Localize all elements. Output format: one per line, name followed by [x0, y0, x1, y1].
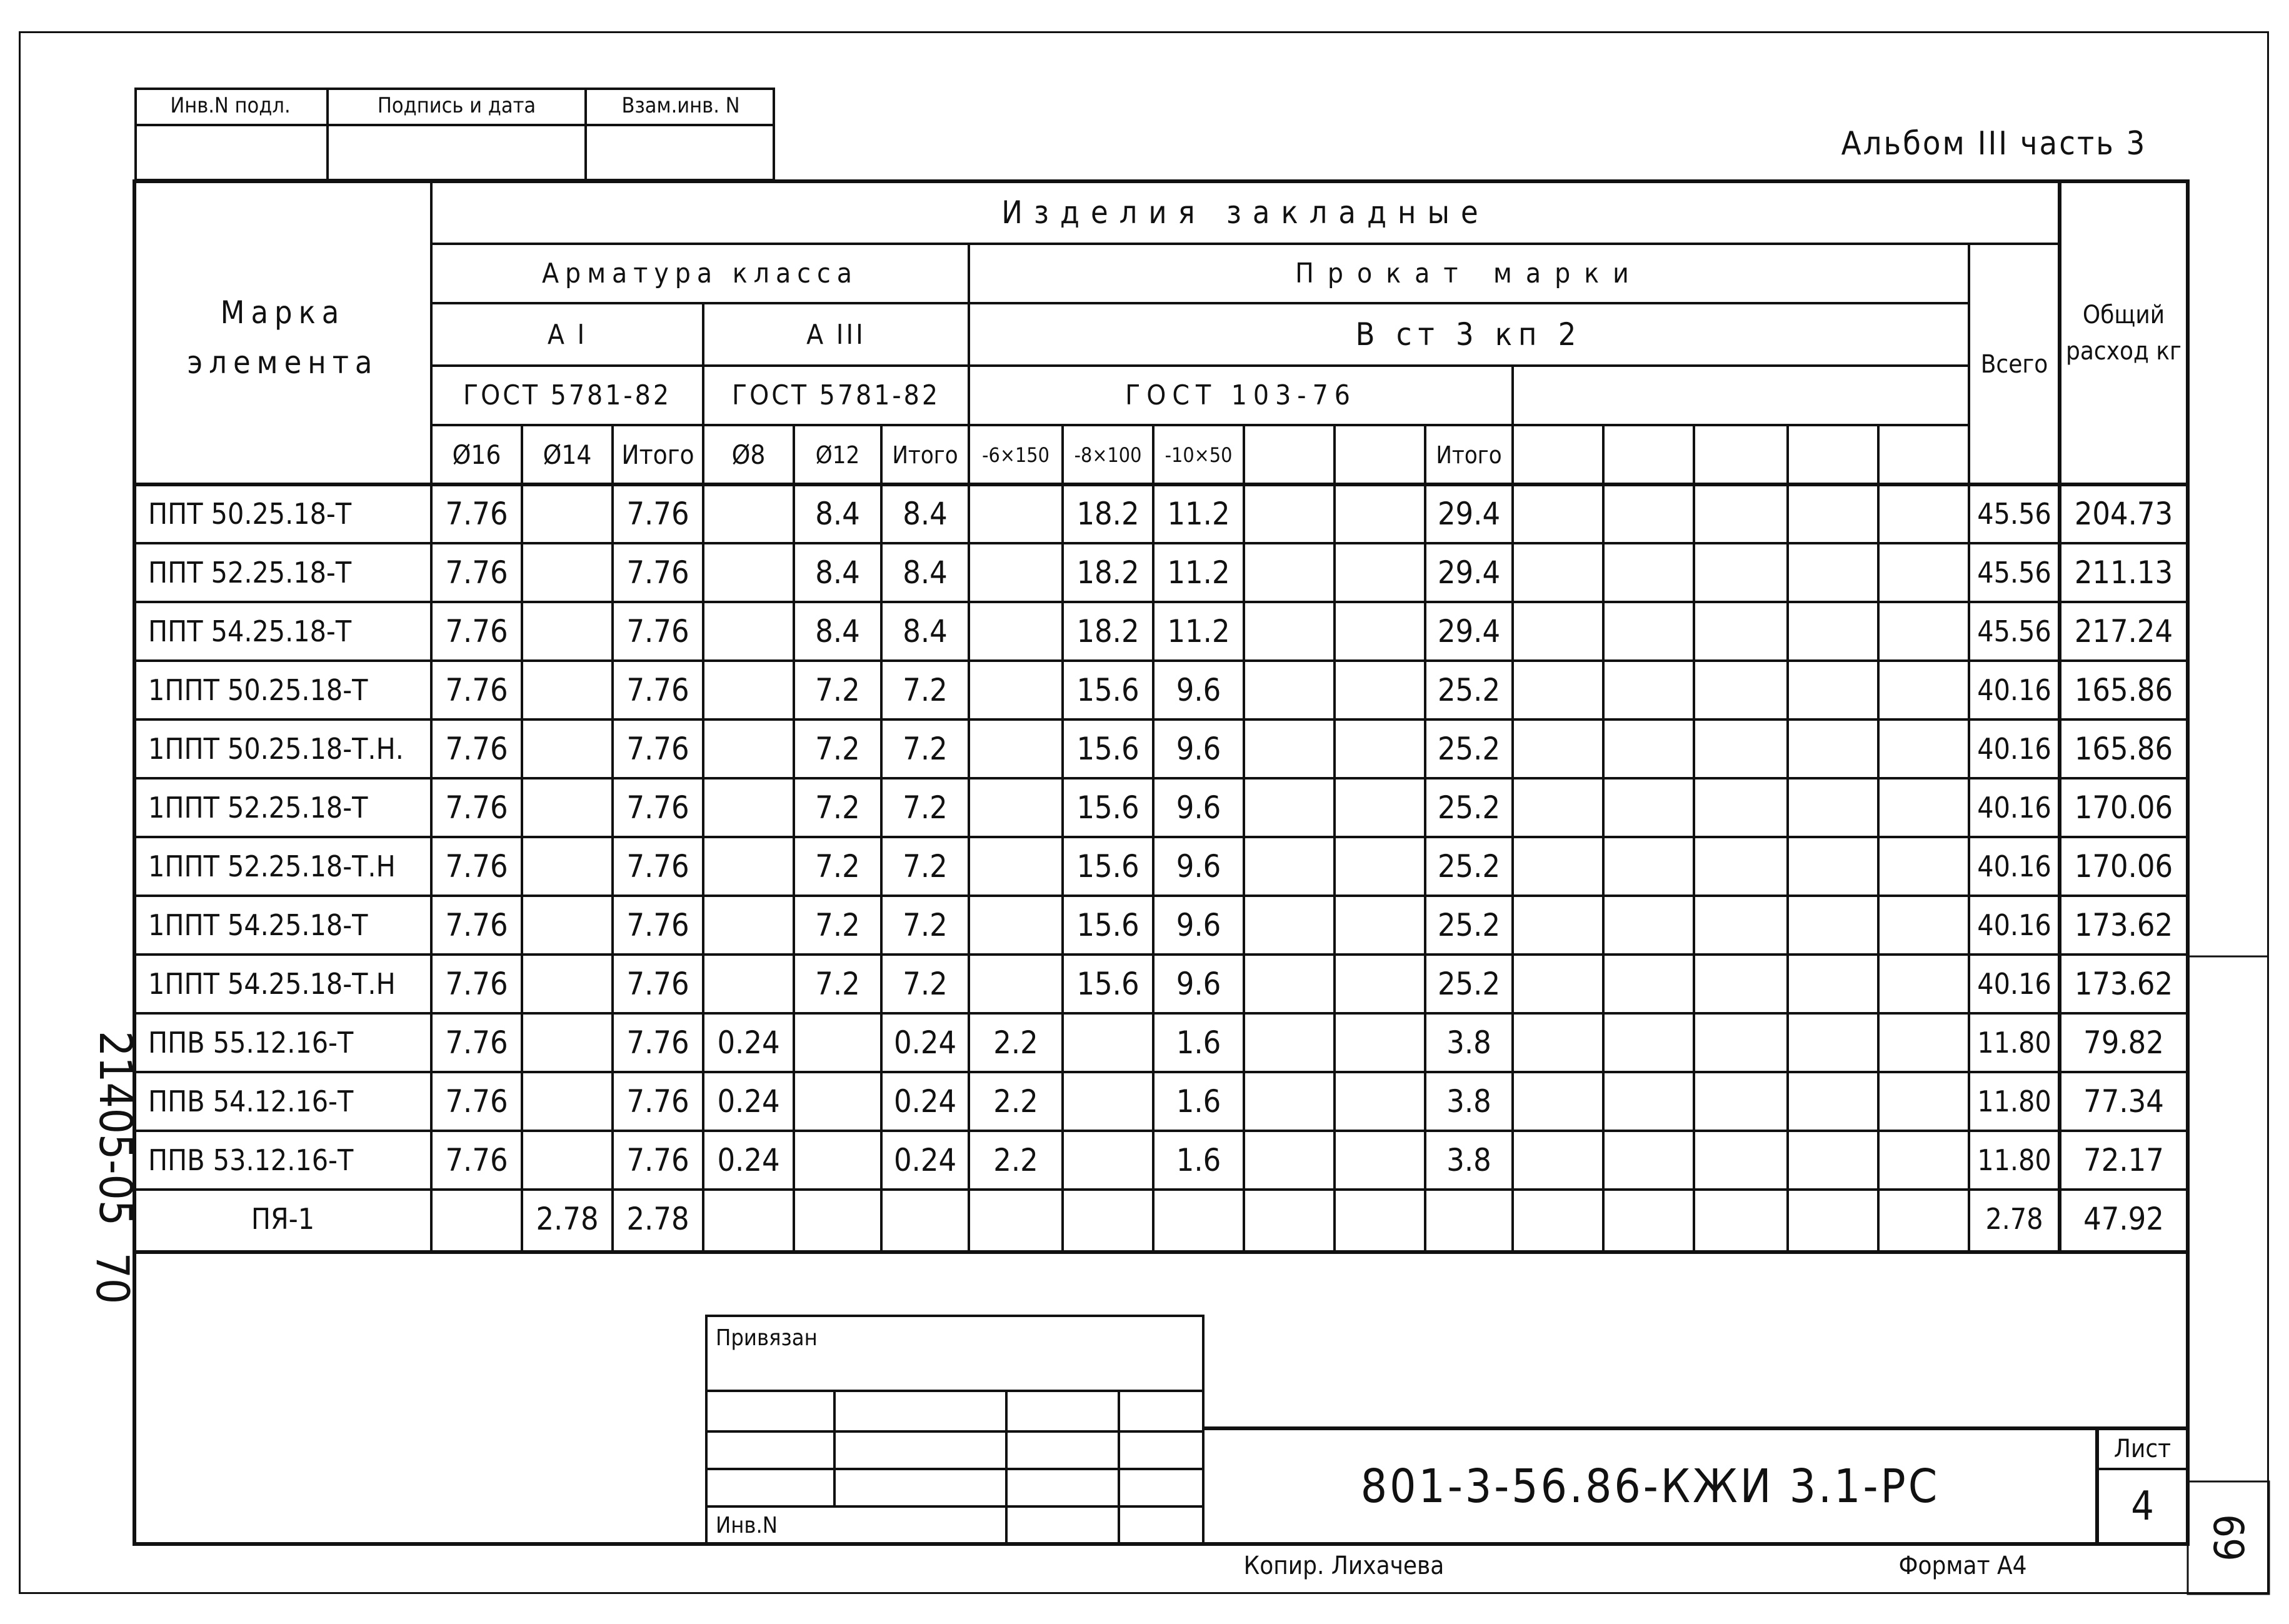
table-cell [1244, 1190, 1335, 1248]
table-cell: 7.2 [815, 672, 860, 708]
table-cell [969, 484, 1063, 543]
table-cell [703, 778, 794, 837]
table-cell: 7.76 [626, 907, 689, 943]
table-cell [522, 543, 613, 602]
table-cell: 7.76 [626, 731, 689, 767]
column-header: Ø8 [731, 439, 766, 470]
table-cell [969, 719, 1063, 778]
row-total: 72.17 [2083, 1142, 2164, 1178]
prokat-header: Прокат марки [1295, 258, 1643, 289]
table-cell: 25.2 [1437, 731, 1501, 767]
table-cell: 7.76 [626, 496, 689, 532]
table-cell: 8.4 [903, 554, 948, 591]
row-mark: 1ППТ 50.25.18-Т [148, 673, 368, 707]
table-cell: 7.2 [815, 848, 860, 885]
row-mark: ППВ 55.12.16-Т [148, 1026, 354, 1060]
sheet-number: 4 [2131, 1483, 2154, 1530]
table-cell: 8.4 [815, 554, 860, 591]
table-cell: 7.76 [626, 1142, 689, 1178]
table-cell: 9.6 [1176, 848, 1221, 885]
table-cell [522, 837, 613, 896]
table-cell: 7.2 [903, 731, 948, 767]
table-cell: 7.2 [815, 907, 860, 943]
table-cell [1244, 837, 1335, 896]
row-vsego: 2.78 [1985, 1202, 2043, 1236]
table-cell: 18.2 [1076, 613, 1139, 649]
table-cell: 7.76 [626, 1025, 689, 1061]
table-cell: 2.2 [993, 1083, 1038, 1120]
table-cell [1244, 719, 1335, 778]
table-cell [1063, 1013, 1153, 1072]
table-cell: 7.2 [815, 789, 860, 826]
table-cell: 0.24 [893, 1083, 957, 1120]
stamp-inv-podl: Инв.N подл. [170, 93, 291, 118]
table-cell: 9.6 [1176, 731, 1221, 767]
a3-header: A III [806, 318, 866, 351]
row-total: 211.13 [2074, 554, 2173, 591]
table-cell: 1.6 [1176, 1083, 1221, 1120]
table-cell [1335, 1131, 1425, 1190]
table-cell: 15.6 [1076, 672, 1139, 708]
table-cell [703, 602, 794, 661]
side-number: 70 [86, 1252, 139, 1305]
table-cell: 25.2 [1437, 848, 1501, 885]
table-cell: 0.24 [893, 1025, 957, 1061]
table-cell [703, 955, 794, 1013]
table-cell [1335, 1013, 1425, 1072]
table-cell: 7.76 [626, 1083, 689, 1120]
column-header: Итого [621, 439, 694, 470]
table-cell [703, 896, 794, 955]
table-cell: 7.2 [903, 966, 948, 1002]
row-vsego: 40.16 [1977, 908, 2051, 942]
table-cell: 8.4 [903, 496, 948, 532]
table-cell: 18.2 [1076, 554, 1139, 591]
table-cell: 25.2 [1437, 789, 1501, 826]
table-cell: 11.2 [1167, 554, 1230, 591]
table-cell [703, 719, 794, 778]
table-cell: 9.6 [1176, 907, 1221, 943]
table-cell: 7.76 [445, 848, 508, 885]
table-cell [1335, 837, 1425, 896]
table-cell [969, 602, 1063, 661]
row-total: 47.92 [2083, 1201, 2164, 1237]
column-header: -10×50 [1165, 443, 1233, 467]
armatura-header: Арматура класса [541, 258, 859, 289]
table-cell [1335, 602, 1425, 661]
table-cell: 25.2 [1437, 907, 1501, 943]
table-cell [703, 661, 794, 719]
row-vsego: 40.16 [1977, 791, 2051, 825]
table-cell: 7.76 [445, 613, 508, 649]
table-cell: 2.2 [993, 1025, 1038, 1061]
row-vsego: 45.56 [1977, 614, 2051, 648]
table-cell: 9.6 [1176, 966, 1221, 1002]
table-cell [522, 484, 613, 543]
row-total: 170.06 [2074, 789, 2173, 826]
document-code: 801-3-56.86-КЖИ 3.1-РС [1360, 1459, 1940, 1513]
table-cell: 3.8 [1446, 1142, 1491, 1178]
row-vsego: 40.16 [1977, 673, 2051, 707]
vsego-header: Всего [1980, 349, 2048, 379]
table-cell [522, 719, 613, 778]
table-cell [1153, 1190, 1244, 1248]
table-cell [1335, 661, 1425, 719]
table-cell: 7.76 [626, 789, 689, 826]
table-cell: 2.78 [626, 1201, 689, 1237]
table-cell [794, 1072, 881, 1131]
table-cell: 0.24 [893, 1142, 957, 1178]
table-cell: 0.24 [717, 1083, 780, 1120]
table-cell [1335, 778, 1425, 837]
table-cell: 7.2 [903, 789, 948, 826]
row-vsego: 45.56 [1977, 497, 2051, 531]
table-cell [703, 837, 794, 896]
row-mark: ППВ 54.12.16-Т [148, 1085, 354, 1118]
sheet-label: Лист [2113, 1434, 2171, 1463]
table-cell [1335, 543, 1425, 602]
column-header: Ø14 [543, 439, 592, 470]
row-vsego: 11.80 [1977, 1085, 2051, 1118]
table-cell: 7.2 [903, 848, 948, 885]
album-label: Альбом III часть 3 [1841, 125, 2147, 163]
row-vsego: 40.16 [1977, 967, 2051, 1001]
table-cell: 0.24 [717, 1142, 780, 1178]
table-cell [522, 1013, 613, 1072]
table-cell: 3.8 [1446, 1025, 1491, 1061]
inv-n-label: Инв.N [716, 1512, 778, 1538]
table-cell: 2.78 [536, 1201, 599, 1237]
table-cell: 15.6 [1076, 966, 1139, 1002]
table-cell [703, 1190, 794, 1248]
table-cell [969, 661, 1063, 719]
total-header: Общий расход кг [2066, 300, 2181, 366]
table-cell: 11.2 [1167, 613, 1230, 649]
table-cell: 7.76 [626, 554, 689, 591]
table-cell: 15.6 [1076, 731, 1139, 767]
table-cell [969, 837, 1063, 896]
table-cell [1063, 1131, 1153, 1190]
marka-header: Марка элемента [187, 294, 379, 381]
column-header [1244, 425, 1335, 484]
table-cell: 8.4 [903, 613, 948, 649]
table-cell: 7.76 [445, 1142, 508, 1178]
column-header: Итого [892, 441, 958, 469]
table-cell [1244, 602, 1335, 661]
table-cell [1244, 661, 1335, 719]
table-cell: 25.2 [1437, 966, 1501, 1002]
row-mark: ППТ 52.25.18-Т [148, 556, 352, 589]
table-cell [1335, 719, 1425, 778]
table-cell: 7.76 [445, 496, 508, 532]
table-cell [1244, 484, 1335, 543]
row-total: 217.24 [2074, 613, 2173, 649]
row-total: 173.62 [2074, 966, 2173, 1002]
table-cell: 29.4 [1437, 613, 1501, 649]
table-cell: 7.76 [445, 966, 508, 1002]
gost-prokat-header: ГОСТ 103-76 [1125, 379, 1356, 411]
table-cell: 15.6 [1076, 789, 1139, 826]
table-cell: 7.2 [903, 907, 948, 943]
row-vsego: 40.16 [1977, 850, 2051, 883]
table-cell [522, 778, 613, 837]
table-cell: 7.2 [815, 731, 860, 767]
table-cell [431, 1190, 522, 1248]
stamp-vzam-inv: Взам.инв. N [621, 93, 740, 118]
table-cell: 9.6 [1176, 672, 1221, 708]
a1-header: A I [547, 318, 588, 351]
table-cell [522, 1072, 613, 1131]
table-cell [881, 1190, 969, 1248]
column-header [1335, 425, 1425, 484]
table-cell [969, 1190, 1063, 1248]
table-cell [1063, 1190, 1153, 1248]
table-cell: 15.6 [1076, 907, 1139, 943]
table-cell [1244, 1072, 1335, 1131]
table-cell [969, 778, 1063, 837]
table-cell [522, 896, 613, 955]
table-title: Изделия закладные [1001, 194, 1490, 231]
table-cell [969, 896, 1063, 955]
table-cell: 29.4 [1437, 554, 1501, 591]
stamp-podpis-data: Подпись и дата [377, 93, 536, 118]
row-mark: 1ППТ 52.25.18-Т [148, 791, 368, 825]
table-cell [1335, 896, 1425, 955]
column-header: Итого [1436, 441, 1502, 469]
table-cell: 1.6 [1176, 1142, 1221, 1178]
row-mark: ПЯ-1 [251, 1202, 315, 1236]
table-cell: 7.76 [445, 907, 508, 943]
column-header: Ø12 [815, 441, 860, 469]
row-mark: 1ППТ 52.25.18-Т.Н [148, 850, 396, 883]
row-vsego: 11.80 [1977, 1026, 2051, 1060]
table-cell [1244, 1013, 1335, 1072]
table-cell: 7.76 [626, 613, 689, 649]
table-cell [794, 1131, 881, 1190]
copier-name: Копир. Лихачева [1243, 1551, 1445, 1580]
table-cell: 7.2 [903, 672, 948, 708]
table-cell: 7.76 [445, 731, 508, 767]
table-cell: 25.2 [1437, 672, 1501, 708]
table-cell: 3.8 [1446, 1083, 1491, 1120]
table-cell [1244, 778, 1335, 837]
table-cell [1244, 955, 1335, 1013]
row-total: 79.82 [2083, 1025, 2164, 1061]
table-cell: 0.24 [717, 1025, 780, 1061]
table-cell [794, 1013, 881, 1072]
row-total: 170.06 [2074, 848, 2173, 885]
page-number: 69 [2204, 1514, 2253, 1561]
table-cell: 18.2 [1076, 496, 1139, 532]
row-total: 165.86 [2074, 731, 2173, 767]
row-mark: 1ППТ 50.25.18-Т.Н. [148, 732, 404, 766]
table-cell: 7.76 [626, 966, 689, 1002]
table-cell [1244, 1131, 1335, 1190]
steel-header: В ст 3 кп 2 [1355, 316, 1583, 353]
row-vsego: 40.16 [1977, 732, 2051, 766]
column-header: Ø16 [452, 439, 501, 470]
row-vsego: 45.56 [1977, 556, 2051, 589]
row-total: 173.62 [2074, 907, 2173, 943]
table-cell [1335, 1072, 1425, 1131]
row-mark: 1ППТ 54.25.18-Т [148, 908, 368, 942]
table-cell: 7.76 [626, 672, 689, 708]
table-cell [969, 543, 1063, 602]
table-cell [522, 661, 613, 719]
privyazan-label: Привязан [716, 1325, 818, 1351]
table-cell [522, 1131, 613, 1190]
table-cell: 2.2 [993, 1142, 1038, 1178]
table-cell: 7.2 [815, 966, 860, 1002]
table-cell: 15.6 [1076, 848, 1139, 885]
format-label: Формат А4 [1898, 1551, 2027, 1580]
table-cell: 29.4 [1437, 496, 1501, 532]
column-header: -6×150 [982, 443, 1049, 467]
table-cell: 7.76 [445, 1083, 508, 1120]
row-mark: ППТ 54.25.18-Т [148, 614, 352, 648]
gost-a1-header: ГОСТ 5781-82 [463, 379, 672, 411]
side-stamp-number: 21405-05 [89, 1031, 142, 1226]
table-cell [703, 484, 794, 543]
table-cell: 1.6 [1176, 1025, 1221, 1061]
table-cell: 7.76 [445, 1025, 508, 1061]
table-cell [1335, 484, 1425, 543]
row-mark: 1ППТ 54.25.18-Т.Н [148, 967, 396, 1001]
table-cell: 11.2 [1167, 496, 1230, 532]
table-cell [1335, 955, 1425, 1013]
row-total: 77.34 [2083, 1083, 2164, 1120]
row-vsego: 11.80 [1977, 1143, 2051, 1177]
table-cell: 8.4 [815, 496, 860, 532]
table-cell: 7.76 [445, 672, 508, 708]
table-cell [1244, 543, 1335, 602]
table-cell [522, 602, 613, 661]
table-cell [1335, 1190, 1425, 1248]
table-cell [1425, 1190, 1513, 1248]
table-cell: 9.6 [1176, 789, 1221, 826]
row-mark: ППВ 53.12.16-Т [148, 1143, 354, 1177]
table-cell: 7.76 [626, 848, 689, 885]
row-total: 204.73 [2074, 496, 2173, 532]
table-cell [794, 1190, 881, 1248]
table-cell: 7.76 [445, 789, 508, 826]
table-cell [969, 955, 1063, 1013]
table-cell [703, 543, 794, 602]
table-cell [1244, 896, 1335, 955]
column-header: -8×100 [1074, 443, 1142, 467]
table-cell [1063, 1072, 1153, 1131]
table-cell: 8.4 [815, 613, 860, 649]
row-mark: ППТ 50.25.18-Т [148, 497, 352, 531]
gost-a3-header: ГОСТ 5781-82 [731, 379, 941, 411]
row-total: 165.86 [2074, 672, 2173, 708]
table-cell [522, 955, 613, 1013]
table-cell: 7.76 [445, 554, 508, 591]
